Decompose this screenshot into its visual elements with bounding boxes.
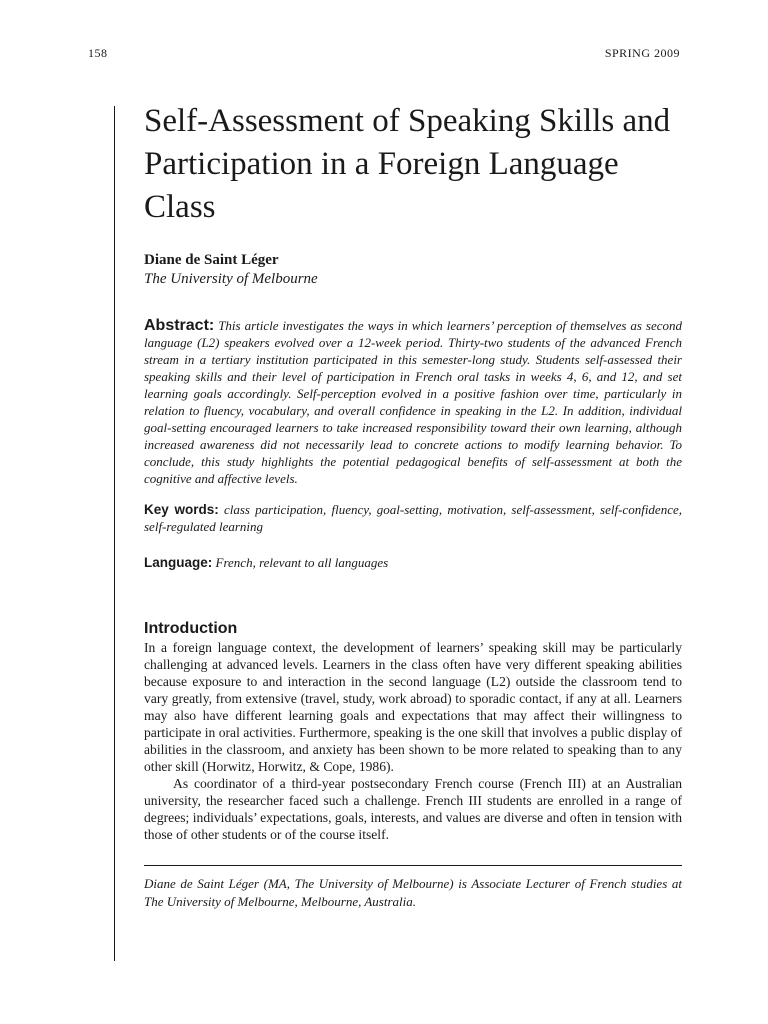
section-heading-introduction: Introduction <box>144 620 238 637</box>
language-label: Language: <box>144 555 213 570</box>
footnote-divider <box>144 865 682 866</box>
page-number: 158 <box>88 46 108 60</box>
abstract-text: This article investigates the ways in which learners’ perception of themselves as second language (L2) speakers evolved over a 12-week period. Thirty-two students of the advanced French stream in a tertiary institution participated in this semester-long study. Students self-assessed their speaking skills and their level of participation in French oral tasks in weeks 4, 6, and 12, and set learning goals accordingly. Self-perception evolved in a positive fashion over time, particularly in relation to fluency, vocabulary, and overall confidence in speaking in the L2. In addition, individual goal-setting encouraged learners to take increased responsibility toward their own learning, although increased awareness did not necessarily lead to concrete actions to modify learning behavior. To conclude, this study highlights the potential pedagogical benefits of self-assessment at both the cognitive and affective levels. <box>144 318 682 486</box>
keywords <box>144 501 682 535</box>
author-footnote: Diane de Saint Léger (MA, The University of Melbourne) is Associate Lecturer of French studies at The University of Melbourne, Melbourne, Australia. <box>144 876 682 909</box>
article-content <box>144 100 682 911</box>
author-affiliation: The University of Melbourne <box>144 271 318 287</box>
article-title: Self-Assessment of Speaking Skills and Participation in a Foreign Language Class <box>144 103 671 225</box>
vertical-rule <box>114 106 115 961</box>
keywords-text: class participation, fluency, goal-setting, motivation, self-assessment, self-confidence, self-regulated learning <box>144 502 682 534</box>
language <box>144 554 682 571</box>
language-text: French, relevant to all languages <box>215 555 389 570</box>
author-name: Diane de Saint Léger <box>144 252 279 268</box>
body-paragraph: In a foreign language context, the development of learners’ speaking skill may be particularly challenging at advanced levels. Learners in the class often have very different speaking abilities because exposure to and interaction in the second language (L2) outside the classroom tend to vary greatly, from extensive (travel, study, work abroad) to sporadic contact, if any at all. Learners may also have different learning goals and expectations that may affect their willingness to participate in oral activities. Furthermore, speaking is the one skill that involves a public display of abilities in the classroom, and anxiety has been shown to be more related to speaking than to any other skill (Horwitz, Horwitz, & Cope, 1986). <box>144 640 682 774</box>
keywords-label: Key words: <box>144 502 219 517</box>
abstract <box>144 317 682 487</box>
abstract-label: Abstract: <box>144 317 215 334</box>
body-paragraph: As coordinator of a third-year postsecondary French course (French III) at an Australian university, the researcher faced such a challenge. French III students are enrolled in a range of degrees; individuals’ expectations, goals, interests, and values are diverse and often in tension with those of other students or of the course itself. <box>144 776 682 842</box>
running-head: SPRING 2009 <box>604 46 680 60</box>
